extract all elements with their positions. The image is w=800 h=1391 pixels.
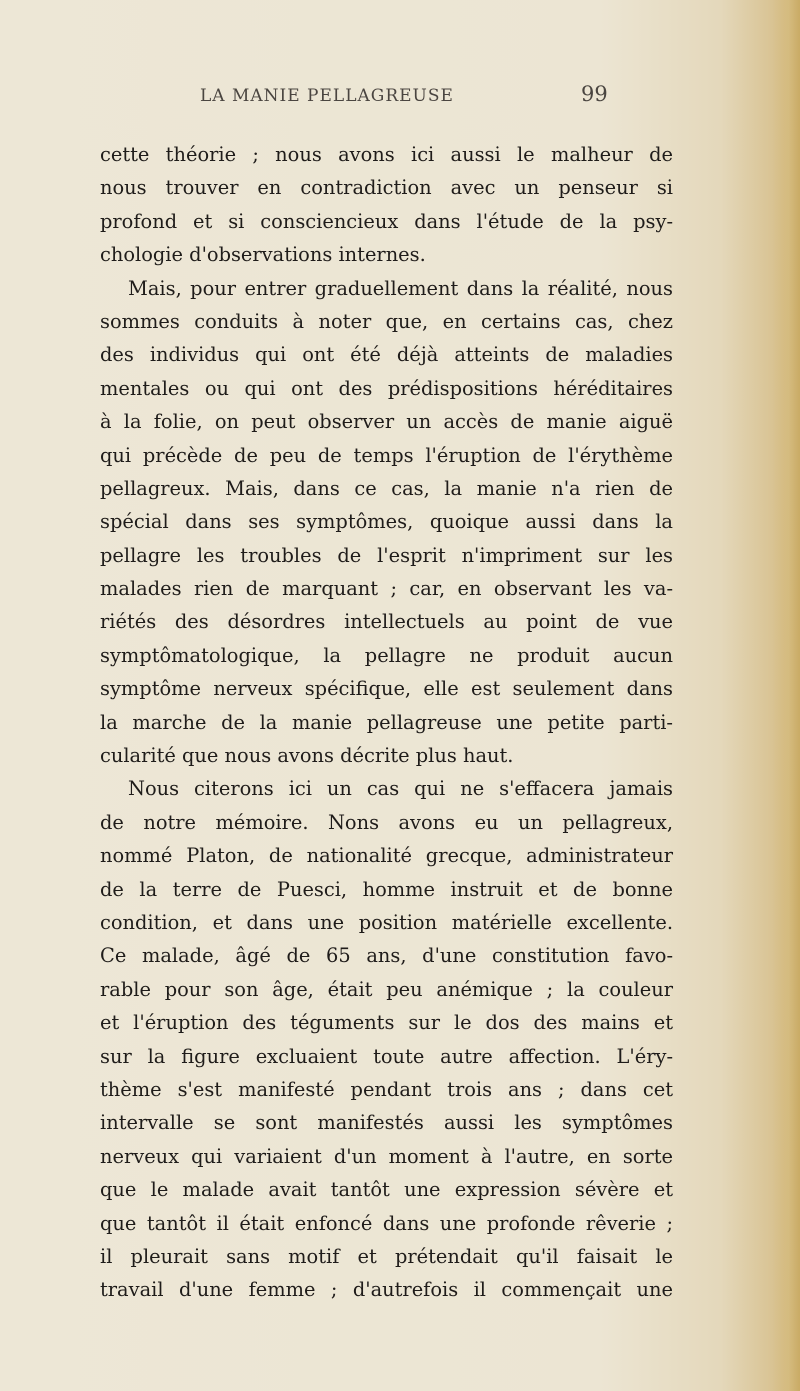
text-line: que le malade avait tantôt une expression sévère et	[100, 1178, 673, 1202]
text-line: qui précède de peu de temps l'éruption de l'érythème	[100, 443, 673, 467]
page-edge-shading	[772, 0, 800, 1391]
text-line: nerveux qui variaient d'un moment à l'autre, en sorte	[100, 1144, 673, 1168]
text-line: pellagre les troubles de l'esprit n'impriment sur les	[100, 543, 673, 567]
text-line: des individus qui ont été déjà atteints de maladies	[100, 343, 673, 367]
page-number: 99	[581, 82, 608, 106]
text-line: nous trouver en contradiction avec un penseur si	[100, 176, 673, 200]
text-line: travail d'une femme ; d'autrefois il commençait une	[100, 1278, 673, 1302]
text-line: riétés des désordres intellectuels au point de vue	[100, 610, 673, 634]
text-line: pellagreux. Mais, dans ce cas, la manie n'a rien de	[100, 476, 673, 500]
text-line: symptôme nerveux spécifique, elle est seulement dans	[100, 677, 673, 701]
text-line: Ce malade, âgé de 65 ans, d'une constitution favo-	[100, 944, 673, 968]
text-line: thème s'est manifesté pendant trois ans ; dans cet	[100, 1077, 673, 1101]
text-line: sur la figure excluaient toute autre affection. L'éry-	[100, 1044, 673, 1068]
text-line: à la folie, on peut observer un accès de manie aiguë	[100, 410, 673, 434]
text-line: mentales ou qui ont des prédispositions héréditaires	[100, 376, 673, 400]
text-line: intervalle se sont manifestés aussi les symptômes	[100, 1111, 673, 1135]
text-line: symptômatologique, la pellagre ne produit aucun	[100, 643, 673, 667]
text-line: nommé Platon, de nationalité grecque, administrateur	[100, 844, 673, 868]
text-line: de la terre de Puesci, homme instruit et de bonne	[100, 877, 673, 901]
text-line: rable pour son âge, était peu anémique ; la couleur	[100, 977, 673, 1001]
text-line: de notre mémoire. Nons avons eu un pellagreux,	[100, 810, 673, 834]
body-text	[100, 138, 673, 1307]
text-line: malades rien de marquant ; car, en observant les va-	[100, 577, 673, 601]
text-line: cularité que nous avons décrite plus haut.	[100, 744, 514, 768]
text-line: que tantôt il était enfoncé dans une profonde rêverie ;	[100, 1211, 673, 1235]
text-line: Mais, pour entrer graduellement dans la réalité, nous	[128, 276, 673, 300]
text-line: et l'éruption des téguments sur le dos des mains et	[100, 1011, 673, 1035]
text-line: Nous citerons ici un cas qui ne s'effacera jamais	[128, 777, 673, 801]
text-line: cette théorie ; nous avons ici aussi le malheur de	[100, 143, 673, 166]
page-header	[0, 82, 800, 112]
running-title: LA MANIE PELLAGREUSE	[200, 86, 454, 106]
text-line: profond et si consciencieux dans l'étude de la psy-	[100, 209, 673, 233]
text-line: il pleurait sans motif et prétendait qu'il faisait le	[100, 1244, 673, 1268]
text-line: chologie d'observations internes.	[100, 243, 426, 267]
text-line: sommes conduits à noter que, en certains cas, chez	[100, 309, 673, 333]
text-line: condition, et dans une position matérielle excellente.	[100, 910, 673, 934]
text-line: spécial dans ses symptômes, quoique aussi dans la	[100, 510, 673, 534]
text-line: la marche de la manie pellagreuse une petite parti-	[100, 710, 673, 734]
